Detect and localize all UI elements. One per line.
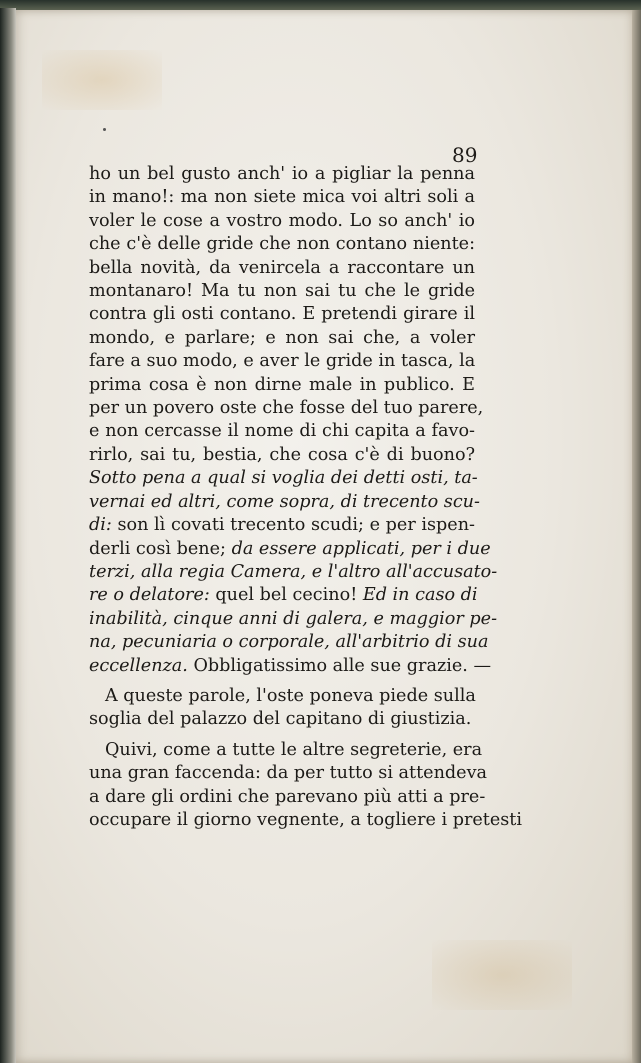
text-line [89,303,475,326]
text-line [89,608,498,631]
italic-text-segment: Ed in caso di [362,585,478,606]
text-line [89,397,484,420]
text-line [89,561,498,584]
text-line [89,708,475,731]
text-line [89,762,488,785]
text-segment: ho un bel gusto anch' io a pigliar la penna [89,164,475,184]
italic-text-segment: inabilità, cinque anni di galera, e maggior pe- [89,608,498,629]
italic-text-segment: di: [89,515,112,536]
text-segment: Quivi, come a tutte le altre segreterie, era [105,739,483,760]
text-line [89,514,475,537]
text-segment: prima cosa è non dirne male in publico. E [89,374,475,395]
text-segment: per un povero oste che fosse del tuo parere, [89,398,484,419]
text-segment: occupare il giorno vegnente, a togliere i pretesti [89,809,523,830]
text-line [89,538,491,561]
text-line [89,467,478,490]
paragraph-gap [89,678,475,685]
page-number: 89 [452,143,478,167]
italic-text-segment: na, pecuniaria o corporale, all'arbitrio di sua [89,632,489,653]
text-line [89,584,478,607]
text-line [89,257,475,280]
text-segment: A queste parole, l'oste poneva piede sulla [105,685,476,706]
text-segment: voler le cose a vostro modo. Lo so anch' io [89,210,475,231]
text-line [89,786,486,809]
text-line [89,350,475,373]
paper-stain [432,940,572,1010]
text-segment: bella novità, da venircela a raccontare un [89,257,475,278]
text-segment: soglia del palazzo del capitano di giustizia. [89,709,472,730]
text-line [89,655,492,678]
paper-stain [42,50,162,110]
text-line [89,210,475,233]
text-line [89,280,475,303]
italic-text-segment: eccellenza. [89,655,188,676]
text-segment: quel bel cecino! [209,585,363,606]
body-text [89,163,523,832]
text-segment: montanaro! Ma tu non sai tu che le gride [89,281,475,302]
italic-text-segment: terzi, alla regia Camera, e l'altro all'accusato- [89,561,498,582]
text-segment: contra gli osti contano. E pretendi girare il [89,304,475,325]
text-segment: mondo, e parlare; e non sai che, a voler [89,327,475,348]
text-line [89,327,475,350]
book-right-edge [632,10,641,1063]
text-line [89,420,475,443]
text-line [89,444,475,467]
text-segment: rirlo, sai tu, bestia, che cosa c'è di buono? [89,444,475,465]
text-segment: derli così bene; [89,538,232,559]
text-line [89,631,489,654]
text-line [89,685,475,708]
text-line [89,809,523,832]
text-segment: a dare gli ordini che parevano più atti a pre- [89,786,486,807]
text-segment: e non cercasse il nome di chi capita a favo- [89,421,475,442]
text-segment: fare a suo modo, e aver le gride in tasca, la [89,351,476,372]
text-line [89,186,475,209]
text-segment: che c'è delle gride che non contano niente: [89,234,475,255]
text-line [89,491,480,514]
book-left-edge [0,8,16,1063]
italic-text-segment: vernai ed altri, come sopra, di trecento scu- [89,491,480,512]
paragraph-gap [89,732,475,739]
ink-speck [103,128,106,131]
text-line [89,739,483,762]
italic-text-segment: da essere applicati, per i due [231,538,491,559]
text-line [89,233,475,256]
text-line [89,374,475,397]
text-segment: in mano!: ma non siete mica voi altri soli a [89,187,475,208]
text-segment: una gran faccenda: da per tutto si attendeva [89,763,488,784]
italic-text-segment: Sotto pena a qual si voglia dei detti osti, ta- [89,468,478,489]
italic-text-segment: re o delatore: [89,585,210,606]
text-line [89,163,475,186]
text-segment: Obbligatissimo alle sue grazie. — [187,655,492,676]
text-segment: son lì covati trecento scudi; e per ispen- [111,515,475,536]
